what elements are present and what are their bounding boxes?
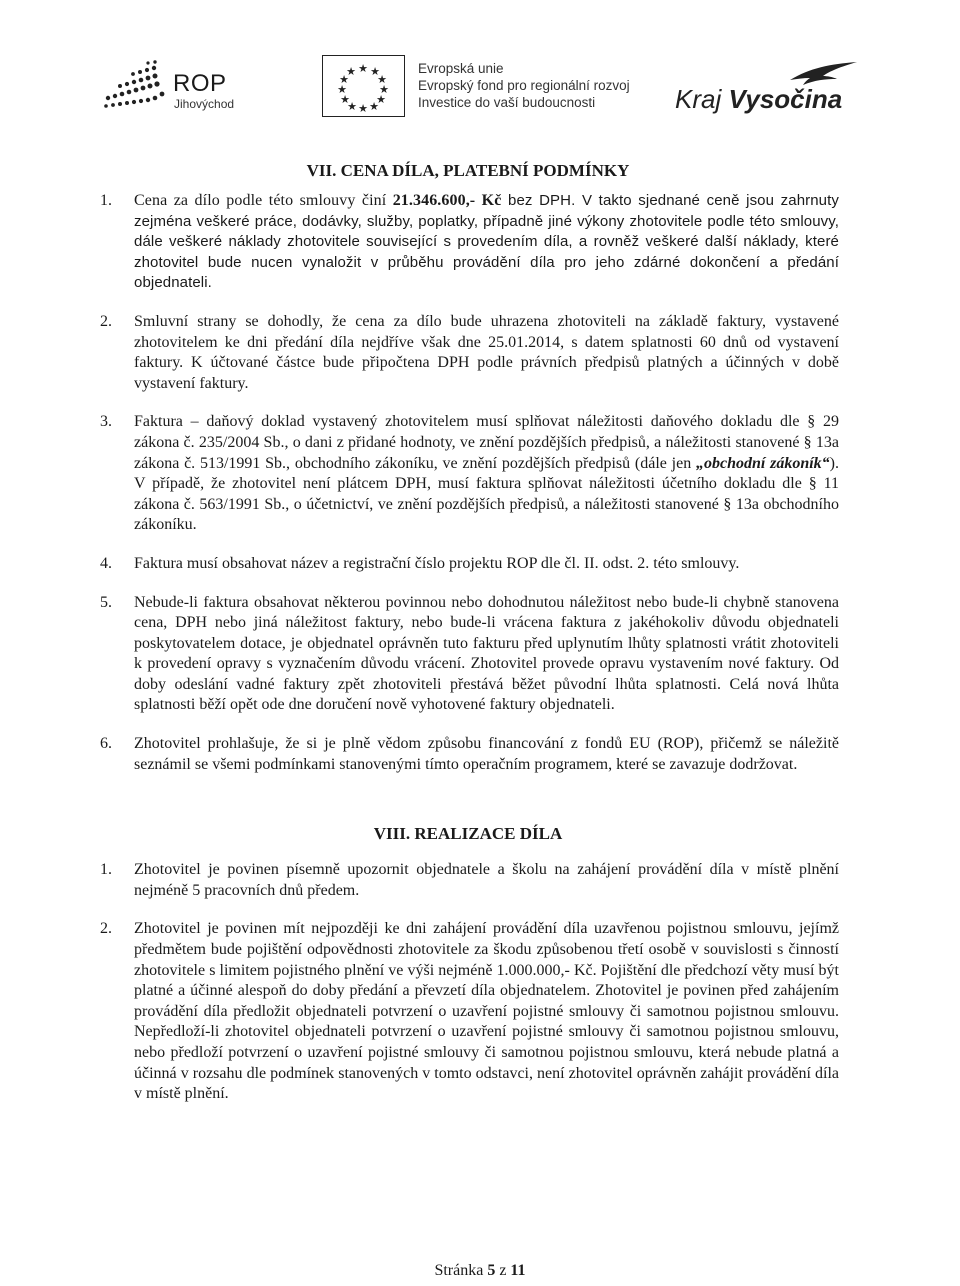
svg-text:★: ★ [346,65,356,78]
list-item [97,593,839,717]
svg-text:★: ★ [339,73,349,86]
kraj-word: Kraj [675,84,722,114]
list-item [97,191,839,294]
section-8-title: VIII. REALIZACE DÍLA [373,824,563,844]
page-total: 11 [510,1262,526,1279]
item-number: 1. [100,861,112,879]
list-item [97,919,839,1104]
item-number: 2. [100,920,112,938]
eu-text [418,60,630,111]
rop-title: ROP [173,70,227,97]
rop-dots-icon [100,60,170,110]
page-footer [0,1262,960,1280]
svg-text:★: ★ [358,102,368,115]
footer-prefix: Stránka [434,1262,488,1279]
item-text: Zhotovitel prohlašuje, že si je plně vědom způsobu financování z fondů EU (ROP), přičemž se náležitě seznámil se všemi podmínkami stanovenými tímto operačním programem, které se zavazuje dodržovat. [134,735,839,773]
kraj-text [675,84,842,115]
item-number: 1. [100,192,112,209]
eu-flag-icon [322,55,405,117]
eu-line-1: Evropská unie [418,61,504,76]
price-amount: 21.346.600,- Kč [392,192,502,209]
list-item [97,312,839,394]
item-text-part: bez DPH. V takto sjednané ceně jsou zahrnuty zejména veškeré práce, dodávky, služby, poplatky, případně jiné výkony zhotovitele podle této smlouvy, dále veškeré náklady zhotovitele související s provedením díla, a rovněž veškeré další náklady, které zhotovitel bude nucen vynaložit v průběhu provádění díla pro jeho zdárné dokončení a předání objednateli. [134,192,839,292]
bird-icon [785,58,860,86]
footer-separator: z [495,1262,511,1279]
svg-text:★: ★ [377,73,387,86]
item-text: Zhotovitel je povinen mít nejpozději ke dni zahájení provádění díla uzavřenou pojistnou smlouvu, jejímž předmětem bude pojištění odpovědnosti zhotovitele za škodu způsobenou třetí osobě v souvislosti s činností zhotovitele s limitem pojistného plnění ve výši nejméně 1.000.000,- Kč. Pojištění dle předchozí věty musí být platné a účinné alespoň do doby předání a převzetí díla objednatelem. Zhotovitel je povinen před zahájením provádění díla předložit objednateli potvrzení o uzavření pojistné smlouvy či samotnou pojistnou smlouvu. Nepředloží-li zhotovitel objednateli potvrzení o uzavření pojistné smlouvy či samotnou pojistnou smlouvu, nebo předloží potvrzení o uzavření pojistné smlouvy či samotnou pojistnou smlouvu, která nebude platná a účinná v rozsahu dle podmínek stanovených v tomto odstavci, není zhotovitel oprávněn zahájit provádění díla v místě plnění. [134,920,839,1103]
rop-logo [100,60,260,120]
section-7-title: VII. CENA DÍLA, PLATEBNÍ PODMÍNKY [306,161,630,180]
svg-text:★: ★ [358,62,368,75]
item-text: Smluvní strany se dohodly, že cena za dílo bude uhrazena zhotoviteli na základě faktury, vystavené zhotovitelem ke dni předání díla nejdříve však dne 25.01.2014, s datem splatnosti 60 dnů od vystavení faktury. K účtované částce bude připočtena DPH podle právních předpisů platných a účinných v době vystavení faktury. [134,312,839,392]
item-number: 6. [100,735,112,753]
kraj-vysocina-logo [675,58,875,118]
page-number: 5 [487,1262,496,1279]
svg-text:★: ★ [369,100,379,113]
svg-text:★: ★ [379,83,389,96]
list-item [97,412,839,536]
svg-text:★: ★ [376,93,386,106]
list-item [97,554,839,575]
item-text [134,412,839,536]
eu-line-3: Investice do vaší budoucnosti [418,95,596,110]
item-text-part: Cena za dílo podle této smlouvy činí [134,192,393,209]
svg-text:★: ★ [370,65,380,78]
vysocina-word: Vysočina [728,84,843,114]
item-text: Zhotovitel je povinen písemně upozornit objednatele a školu na zahájení provádění díla v místě plnění nejméně 5 pracovních dnů předem. [134,861,839,899]
eu-line-2: Evropský fond pro regionální rozvoj [418,78,630,93]
item-number: 3. [100,413,112,431]
section-8-list [97,860,839,1105]
item-text: Faktura musí obsahovat název a registrační číslo projektu ROP dle čl. II. odst. 2. této smlouvy. [134,554,740,572]
item-text: Nebude-li faktura obsahovat některou povinnou nebo dohodnutou náležitost nebo bude-li chybně stanovena cena, DPH nebo jiná náležitost faktury, nebo bude-li vrácena faktura z jakéhokoliv důvodu objednateli poskytovatelem dotace, je objednatel oprávněn tuto fakturu před uplynutím lhůty splatnosti vrátit zhotoviteli k provedení opravy s vyznačením důvodu vrácení. Zhotovitel provede opravu vystavením nové faktury. Od doby odeslání vadné faktury zpět zhotoviteli přestává běžet původní lhůta splatnosti. Celá nová lhůta splatnosti běží opět ode dne doručení nově vyhotovené faktury objednateli. [134,593,839,714]
list-item [97,734,839,775]
item-number: 4. [100,554,112,572]
rop-subtitle: Jihovýchod [174,97,235,111]
document-body [97,160,839,1105]
section-7-list [97,191,839,775]
item-text [134,191,839,294]
svg-text:★: ★ [347,100,357,113]
page-header [0,50,960,125]
list-item [97,860,839,901]
item-text-part: Faktura – daňový doklad vystavený zhotovitelem musí splňovat náležitosti daňového dokladu dle § 29 zákona č. 235/2004 Sb., o dani z přidané hodnoty, ve znění pozdějších předpisů, a náležitosti stanovené § 13a zákona č. 513/1991 Sb., obchodního zákoníku, ve znění pozdějších předpisů (dále jen [134,413,839,472]
svg-text:★: ★ [340,93,350,106]
item-number: 5. [100,593,112,611]
svg-text:★: ★ [337,83,347,96]
item-text-part: ). V případě, že zhotovitel není plátcem DPH, musí faktura splňovat náležitosti účetního dokladu dle § 11 zákona č. 563/1991 Sb., o účetnictví, ve znění pozdějších předpisů, a náležitosti stanovené § 13a obchodního zákoníku. [134,454,839,534]
item-number: 2. [100,312,112,330]
emphasis-term: „obchodní zákoník“ [695,454,830,472]
